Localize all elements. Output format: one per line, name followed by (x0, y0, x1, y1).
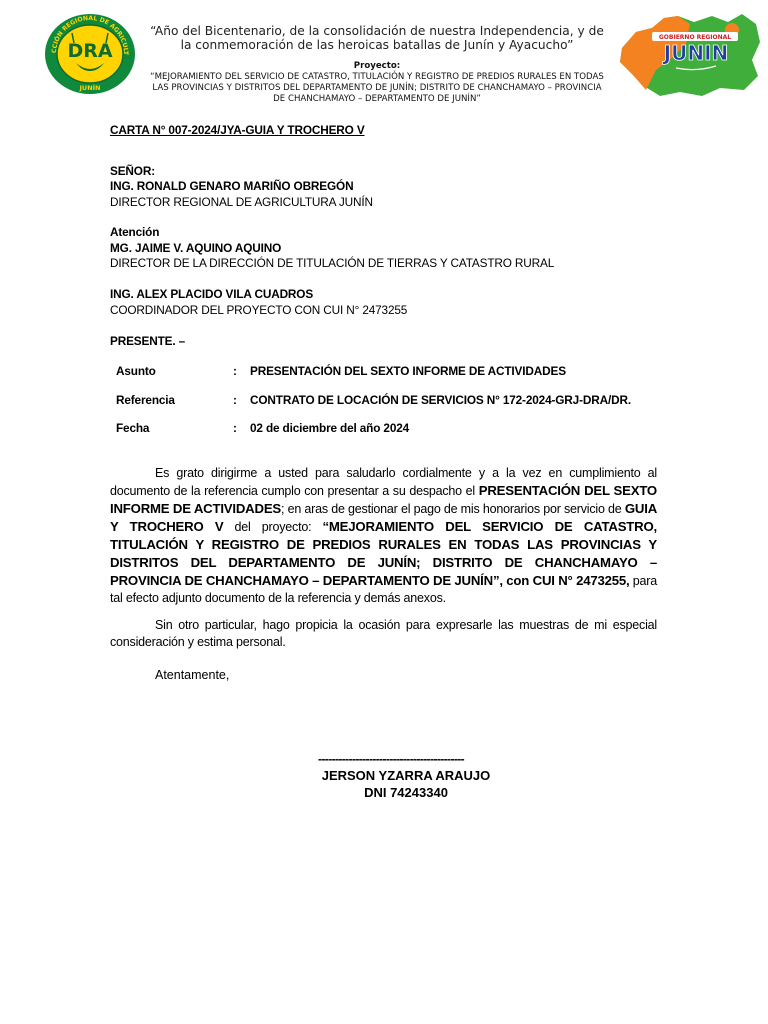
body-text: para tal efecto adjunto documento de la referencia y demás anexos. (110, 574, 657, 605)
presente-line: PRESENTE. – (110, 334, 186, 348)
seal-ring-text: CCIÓN REGIONAL DE AGRICULT (50, 14, 130, 56)
logo-title: JUNIN (663, 41, 729, 65)
gobierno-regional-junin-logo (616, 10, 762, 100)
detail-label: Asunto (116, 364, 156, 378)
signer-dni: DNI 74243340 (364, 785, 448, 800)
attention-label: Atención (110, 225, 160, 239)
closing: Atentamente, (155, 668, 230, 682)
detail-value: 02 de diciembre del año 2024 (250, 421, 410, 435)
body-paragraph-2: Sin otro particular, hago propicia la ocasión para expresarle las muestras de mi especial consideración y estima personal. (110, 618, 657, 649)
body-text: ; en aras de gestionar el pago de mis honorarios por servicio de (281, 502, 625, 516)
seal-center-text: DRA (67, 40, 113, 62)
signature-line: ------------------------------------------- (318, 752, 465, 766)
attention-title: DIRECTOR DE LA DIRECCIÓN DE TITULACIÓN DE TIERRAS Y CATASTRO RURAL (110, 256, 555, 270)
detail-separator: : (233, 393, 237, 407)
coordinator-name: ING. ALEX PLACIDO VILA CUADROS (110, 287, 314, 301)
coordinator-title: COORDINADOR DEL PROYECTO CON CUI N° 2473255 (110, 303, 408, 317)
detail-label: Fecha (116, 421, 150, 435)
letter-reference-number: CARTA N° 007-2024/JYA-GUIA Y TROCHERO V (110, 123, 365, 137)
detail-separator: : (233, 364, 237, 378)
gobierno-regional-junin-map-icon (616, 10, 762, 100)
seal-bottom-text: JUNÍN (79, 84, 101, 92)
dra-junin-logo (44, 13, 136, 95)
dra-junin-seal-icon (44, 13, 136, 95)
body-emphasis: “MEJORAMIENTO DEL SERVICIO DE CATASTRO, TITULACIÓN Y REGISTRO DE PREDIOS RURALES EN TODAS LAS PROVINCIAS Y DISTRITOS DEL DEPARTAMENTO DE JUNÍN; DISTRITO DE CHANCHAMAYO – PROVINCIA DE CHANCHAMAYO – DEPARTAMENTO DE JUNÍN”, con CUI N° 2473255, (110, 519, 657, 588)
attention-name: MG. JAIME V. AQUINO AQUINO (110, 241, 282, 255)
detail-value: CONTRATO DE LOCACIÓN DE SERVICIOS N° 172-2024-GRJ-DRA/DR. (250, 393, 631, 407)
body-paragraph-1 (110, 465, 657, 607)
detail-label: Referencia (116, 393, 175, 407)
body-emphasis: PRESENTACIÓN DEL SEXTO INFORME DE ACTIVIDADES (110, 483, 657, 516)
body-text: Es grato dirigirme a usted para saludarlo cordialmente y a la vez en cumplimiento al documento de la referencia cumplo con presentar a su despacho el (110, 466, 657, 498)
addressee-title: DIRECTOR REGIONAL DE AGRICULTURA JUNÍN (110, 195, 373, 209)
header-motto: “Año del Bicentenario, de la consolidación de nuestra Independencia, y de la conmemoración de las heroicas batallas de Junín y Ayacucho” (150, 24, 604, 52)
logo-subtitle: GOBIERNO REGIONAL (658, 34, 732, 41)
project-title: “MEJORAMIENTO DEL SERVICIO DE CATASTRO, TITULACIÓN Y REGISTRO DE PREDIOS RURALES EN TODAS LAS PROVINCIAS Y DISTRITOS DEL DEPARTAMENTO DE JUNÍN; DISTRITO DE CHANCHAMAYO – PROVINCIA DE CHANCHAMAYO – DEPARTAMENTO DE JUNÍN” (150, 72, 604, 104)
addressee-name: ING. RONALD GENARO MARIÑO OBREGÓN (110, 179, 354, 193)
detail-separator: : (233, 421, 237, 435)
body-emphasis: GUIA Y TROCHERO V (110, 501, 658, 534)
body-text: del proyecto: (223, 520, 323, 534)
project-label: Proyecto: (353, 61, 401, 71)
signer-name: JERSON YZARRA ARAUJO (321, 768, 491, 783)
detail-value: PRESENTACIÓN DEL SEXTO INFORME DE ACTIVIDADES (250, 364, 566, 378)
salutation: SEÑOR: (110, 164, 155, 178)
